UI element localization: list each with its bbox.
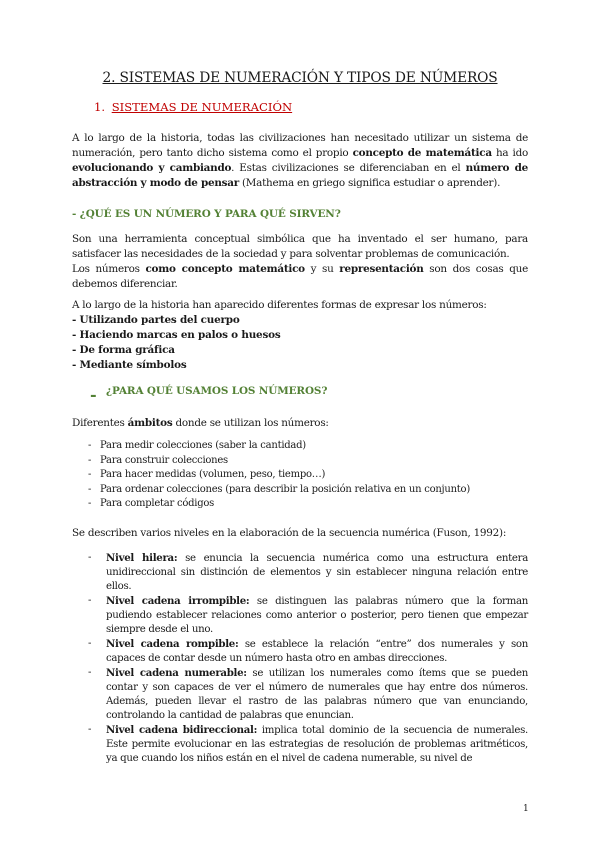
heading-uses — [90, 385, 528, 404]
list-item: - Nivel cadena irrompible: se distinguen las palabras número que la forman pudiendo establecer relaciones como anterior o posterior, pero tienen que empezar siempre desde el uno. — [88, 594, 529, 635]
heading-what-is-number: - ¿QUÉ ES UN NÚMERO Y PARA QUÉ SIRVEN? — [72, 208, 341, 220]
forms-list-item: - De forma gráfica — [72, 344, 175, 356]
subsection-heading — [94, 100, 528, 114]
page-number: 1 — [523, 804, 529, 814]
heading-uses-text: ¿PARA QUÉ USAMOS LOS NÚMEROS? — [106, 385, 328, 397]
intro-paragraph: A lo largo de la historia, todas las civilizaciones han necesitado utilizar un sistema de numeración, pero tanto dicho sistema como el propio concepto de matemática ha ido evolucionando y cambiando. Estas civilizaciones se diferenciaban en el número de abstracción y modo de pensar (Mathema en griego significa estudiar o aprender). — [72, 132, 528, 189]
forms-list-item: - Mediante símbolos — [72, 359, 187, 371]
list-item: - Nivel cadena numerable: se utilizan los numerales como ítems que se pueden contar y son capaces de ver el número de numerales que hay entre dos números. Además, pueden llevar el rastro de las palabras número que van enunciando, controlando la cantidad de palabras que enuncian. — [88, 666, 528, 721]
subsection-label: SISTEMAS DE NUMERACIÓN — [111, 100, 293, 114]
uses-list — [72, 439, 528, 512]
list-item: - Para hacer medidas (volumen, peso, tiempo…) — [88, 469, 326, 481]
subsection-number: 1. — [94, 100, 106, 114]
list-item: - Nivel cadena bidireccional: implica total dominio de la secuencia de numerales. Este permite evolucionar en las estrategias de resolución de problemas aritméticos, ya que cuando los niños están en el nivel de cadena numerable, su nivel de — [88, 723, 528, 764]
forms-list-item: - Utilizando partes del cuerpo — [72, 314, 240, 326]
list-item: - Para completar códigos — [88, 498, 214, 510]
list-item: - Para ordenar colecciones (para describir la posición relativa en un conjunto) — [88, 483, 470, 495]
list-item: - Nivel hilera: se enuncia la secuencia numérica como una estructura entera unidireccional sin distinción de elementos y sin establecer ninguna relación entre ellos. — [88, 551, 528, 592]
levels-list — [72, 551, 528, 766]
list-item: - Nivel cadena rompible: se establece la relación “entre” dos numerales y son capaces de contar desde un número hasta otro en ambas direcciones. — [88, 637, 528, 664]
list-item: - Para medir colecciones (saber la cantidad) — [88, 440, 306, 451]
definition-paragraph: Son una herramienta conceptual simbólica que ha inventado el ser humano, para satisfacer las necesidades de la sociedad y para solventar problemas de comunicación. — [72, 233, 528, 260]
page-title: 2. SISTEMAS DE NUMERACIÓN Y TIPOS DE NÚMEROS — [102, 70, 498, 86]
heading-dash: - — [90, 385, 97, 404]
forms-intro-paragraph: A lo largo de la historia han aparecido diferentes formas de expresar los números: — [72, 299, 487, 311]
concept-paragraph: Los números como concepto matemático y su representación son dos cosas que debemos diferenciar. — [72, 263, 528, 290]
forms-list — [72, 313, 528, 373]
levels-intro-paragraph: Se describen varios niveles en la elaboración de la secuencia numérica (Fuson, 1992): — [72, 526, 507, 539]
document-page — [72, 62, 528, 766]
uses-intro-paragraph: Diferentes ámbitos donde se utilizan los números: — [72, 417, 329, 429]
list-item: - Para construir colecciones — [88, 454, 228, 466]
forms-list-item: - Haciendo marcas en palos o huesos — [72, 329, 281, 341]
